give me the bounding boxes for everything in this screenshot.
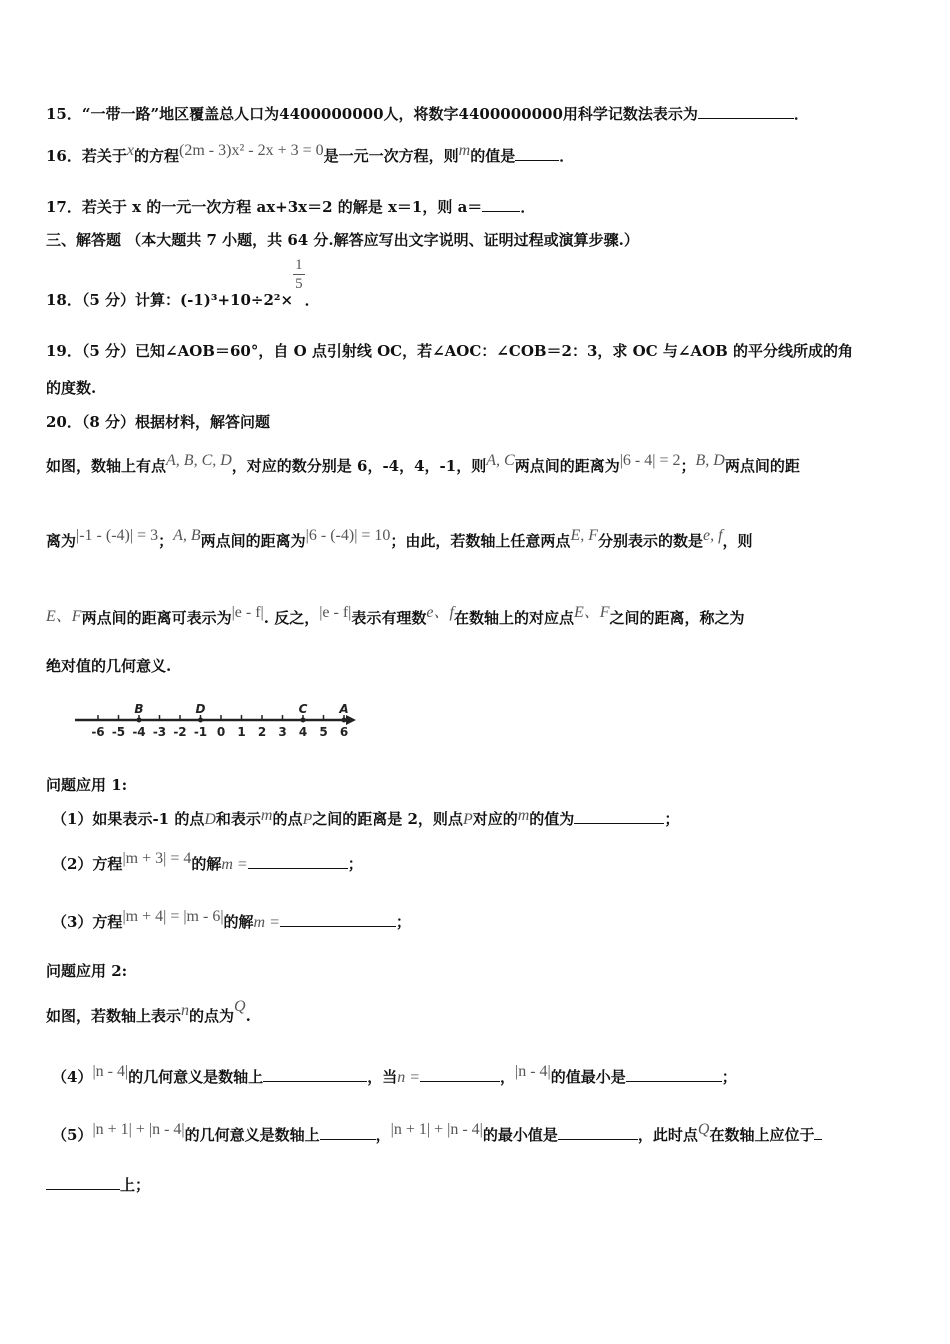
points-e-f: E、F <box>46 608 82 625</box>
equation-4: |e - f| <box>231 604 264 621</box>
q20-p2b: ； <box>158 532 174 550</box>
tick-label: -2 <box>173 725 187 739</box>
app2-intro <box>46 998 251 1026</box>
app1-s1e: 对应的 <box>472 810 518 828</box>
q17-end: ． <box>520 198 536 216</box>
equation-2: |-1 - (-4)| = 3 <box>76 527 159 544</box>
point-label: B <box>134 702 144 716</box>
section-title: 三、解答题 （本大题共 7 小题，共 64 分.解答应写出文字说明、证明过程或演算步骤.） <box>46 231 639 249</box>
q20-paragraph-line3 <box>46 605 745 628</box>
q15-number: 4400000000 <box>279 105 384 123</box>
app2-s5a: （5） <box>52 1126 93 1144</box>
points-ac: A, C <box>486 452 515 469</box>
q18-text: （5 分）计算：(-1)³+10÷2²× <box>81 290 294 309</box>
question-19-line2 <box>46 377 96 398</box>
app2-s4e: 的值最小是 <box>550 1068 626 1086</box>
tick-label: 1 <box>237 725 246 739</box>
app1-s2b: 的解 <box>191 855 222 873</box>
var-Q-2: Q <box>697 1121 710 1138</box>
app2-s5c: ， <box>375 1126 391 1144</box>
q15-text-b: 人，将数字 <box>383 105 459 123</box>
equation-m3: |m + 3| = 4 <box>122 850 192 867</box>
question-20-title <box>46 411 270 432</box>
var-m-2: m <box>517 807 530 824</box>
point-label: A <box>339 702 349 716</box>
var-m-eq-2: m = <box>253 914 280 931</box>
q20-paragraph-line2 <box>46 527 753 551</box>
q20-p2e: 分别表示的数是 <box>597 532 703 550</box>
answer-blank[interactable] <box>248 854 348 869</box>
app1-s2end: ； <box>347 855 363 873</box>
equation-n4-2: |n - 4| <box>515 1063 551 1080</box>
values-e-f: e、f <box>426 604 454 621</box>
tick-label: 6 <box>339 725 349 739</box>
q20-p3e: 在数轴上的对应点 <box>453 609 574 627</box>
tick-label: 4 <box>298 725 308 739</box>
fraction-numerator: 1 <box>295 257 303 273</box>
question-17 <box>46 196 535 217</box>
q20-p1d: ； <box>680 457 696 475</box>
app2-s4end: ； <box>721 1068 737 1086</box>
tick-label: -5 <box>111 725 126 739</box>
q16-end: ． <box>559 147 575 165</box>
tick-label: -3 <box>152 725 167 739</box>
tick-label: -4 <box>132 725 146 739</box>
app2-s5f: 在数轴上应位于 <box>709 1126 815 1144</box>
app1-s1a: （1）如果表示-1 的点 <box>52 810 205 828</box>
answer-blank[interactable] <box>698 104 794 119</box>
points-ef: E, F <box>570 527 598 544</box>
q19-text: 19．（5 分）已知∠AOB＝60°，自 O 点引射线 OC，若∠AOC：∠COB＝2：3，求 OC 与∠AOB 的平分线所成的角 <box>46 342 854 360</box>
q16-text-b: 的方程 <box>134 147 180 165</box>
equation-3: |6 - (-4)| = 10 <box>305 527 391 544</box>
app1-s1f: 的值为 <box>529 810 575 828</box>
tick-label: 5 <box>319 725 328 739</box>
q20-p3f: 之间的距离，称之为 <box>609 609 745 627</box>
q20-p2c: 两点间的距离为 <box>200 532 306 550</box>
q16-text-a: 若关于 <box>81 147 127 165</box>
var-P-2: P <box>462 811 473 828</box>
question-15 <box>46 103 809 124</box>
points-bd: B, D <box>695 452 725 469</box>
q20-p3c: . 反之， <box>263 609 320 627</box>
tick-label: 3 <box>278 725 287 739</box>
answer-blank[interactable] <box>558 1125 638 1140</box>
question-19-line1 <box>46 340 853 361</box>
app2-s0end: . <box>245 1007 251 1025</box>
question-18 <box>46 256 320 309</box>
app1-q1 <box>52 808 679 829</box>
point-marker <box>137 718 142 723</box>
app2-s5g: 上； <box>120 1176 151 1194</box>
question-number: 17． <box>46 198 82 216</box>
app1-heading: 问题应用 1: <box>46 776 128 794</box>
q20-p4: 绝对值的几何意义. <box>46 657 172 675</box>
q20-title: 20．（8 分）根据材料，解答问题 <box>46 413 271 431</box>
answer-blank[interactable] <box>280 912 396 927</box>
q15-number-2: 4400000000 <box>458 105 563 123</box>
point-marker <box>198 718 203 723</box>
app2-s4d: ， <box>500 1068 516 1086</box>
equation-n4: |n - 4| <box>92 1063 129 1080</box>
app1-s1d: 之间的距离是 2，则点 <box>312 810 463 828</box>
question-number: 15． <box>46 105 82 123</box>
question-number: 18． <box>46 290 82 309</box>
section-heading <box>46 229 639 250</box>
fraction <box>293 256 305 293</box>
answer-blank[interactable] <box>515 146 559 161</box>
app1-s3b: 的解 <box>223 913 254 931</box>
app2-s5d: 的最小值是 <box>482 1126 558 1144</box>
app2-s5b: 的几何意义是数轴上 <box>184 1126 320 1144</box>
point-label: C <box>298 702 308 716</box>
app1-s3end: ； <box>395 913 411 931</box>
q20-p3d: 表示有理数 <box>351 609 427 627</box>
q15-text-c: 用科学记数法表示为 <box>562 105 698 123</box>
question-16 <box>46 142 575 166</box>
app1-s2a: （2）方程 <box>52 855 123 873</box>
equation-1: |6 - 4| = 2 <box>619 452 681 469</box>
equation-5: |e - f| <box>319 604 352 621</box>
var-m: m <box>458 142 471 159</box>
answer-blank[interactable] <box>420 1067 500 1082</box>
points-e-f-2: E、F <box>573 604 610 621</box>
q20-p1c: 两点间的距离为 <box>514 457 620 475</box>
question-number: 16． <box>46 147 82 165</box>
var-P: P <box>302 811 313 828</box>
points-ab: A, B <box>173 527 201 544</box>
q20-p3b: 两点间的距离可表示为 <box>81 609 232 627</box>
q19-text-2: 的度数. <box>46 379 97 397</box>
point-marker <box>342 718 347 723</box>
answer-blank[interactable] <box>626 1067 722 1082</box>
equation-n1n4: |n + 1| + |n - 4| <box>92 1121 185 1138</box>
var-D: D <box>204 811 216 828</box>
app2-q5 <box>52 1121 822 1145</box>
answer-blank[interactable] <box>814 1125 822 1140</box>
equation-n1n4-2: |n + 1| + |n - 4| <box>390 1121 483 1138</box>
equation: (2m - 3)x² - 2x + 3 = 0 <box>179 142 324 159</box>
app2-s4a: （4） <box>52 1068 93 1086</box>
app1-q2 <box>52 850 363 874</box>
app2-q5-cont <box>46 1174 150 1195</box>
values-ef: e, f <box>703 527 723 544</box>
app2-s0a: 如图，若数轴上表示 <box>46 1007 182 1025</box>
app2-s5e: ，此时点 <box>637 1126 698 1144</box>
point-marker <box>301 718 306 723</box>
q20-paragraph-line1 <box>46 452 800 476</box>
fraction-denominator: 5 <box>295 276 303 292</box>
q15-text-a: “一带一路”地区覆盖总人口为 <box>81 105 280 123</box>
q15-end: ． <box>793 105 809 123</box>
app2-q4 <box>52 1063 737 1087</box>
app2-s4c: ，当 <box>367 1068 398 1086</box>
app1-s1c: 的点 <box>272 810 303 828</box>
app2-s0b: 的点为 <box>189 1007 235 1025</box>
tick-label: -6 <box>91 725 105 739</box>
answer-blank[interactable] <box>46 1175 120 1190</box>
q20-p2f: ，则 <box>722 532 753 550</box>
answer-blank[interactable] <box>320 1125 376 1140</box>
tick-label: -1 <box>193 725 208 739</box>
q20-p2d: ；由此，若数轴上任意两点 <box>390 532 571 550</box>
app1-q3 <box>52 908 411 932</box>
answer-blank[interactable] <box>574 809 664 824</box>
q17-text: 若关于 x 的一元一次方程 ax+3x＝2 的解是 x＝1，则 a＝ <box>81 198 483 216</box>
var-n-eq: n = <box>397 1069 420 1086</box>
tick-label: 0 <box>216 725 226 739</box>
var-Q: Q <box>234 998 246 1015</box>
var-m-eq: m = <box>221 856 248 873</box>
app2-heading: 问题应用 2: <box>46 962 128 980</box>
var-n: n <box>181 1002 190 1019</box>
q16-text-d: 的值是 <box>470 147 516 165</box>
app1-s1end: ； <box>664 810 680 828</box>
var-x: x <box>126 142 134 159</box>
q20-p1e: 两点间的距 <box>724 457 800 475</box>
q16-text-c: 是一元一次方程，则 <box>323 147 459 165</box>
q20-paragraph-line4 <box>46 655 171 676</box>
q18-end: ． <box>304 290 320 309</box>
var-m: m <box>260 807 273 824</box>
app2-title <box>46 960 127 981</box>
q20-p1b: ，对应的数分别是 6，-4，4，-1，则 <box>231 457 487 475</box>
equation-m4: |m + 4| = |m - 6| <box>122 908 224 925</box>
app1-s1b: 和表示 <box>215 810 261 828</box>
app1-s3a: （3）方程 <box>52 913 123 931</box>
tick-label: 2 <box>257 725 267 739</box>
q20-p2a: 离为 <box>46 532 77 550</box>
point-label: D <box>195 702 206 716</box>
points-label: A, B, C, D <box>166 452 232 469</box>
arrow-head-icon <box>346 715 356 725</box>
app2-s4b: 的几何意义是数轴上 <box>128 1068 264 1086</box>
app1-title <box>46 774 127 795</box>
answer-blank[interactable] <box>263 1067 367 1082</box>
number-line-figure <box>70 700 370 745</box>
q20-p1a: 如图，数轴上有点 <box>46 457 167 475</box>
answer-blank[interactable] <box>482 197 520 212</box>
